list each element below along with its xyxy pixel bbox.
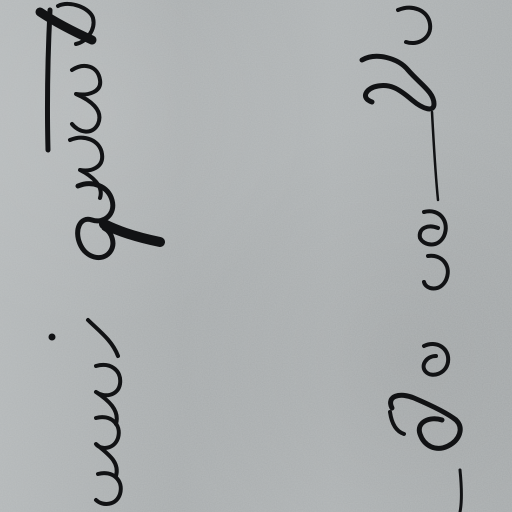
ink-stroke-letter-u: [70, 138, 102, 198]
ink-stroke-letter-d-lower: [391, 395, 461, 448]
ink-stroke-upright: [47, 10, 50, 150]
ink-stroke-connector: [432, 112, 438, 200]
ink-stroke-letter-e: [96, 417, 119, 476]
ink-dot: [49, 334, 56, 341]
ink-stroke-d-hook: [390, 412, 404, 434]
ink-stroke-top-curl: [398, 8, 430, 43]
left-handwriting-line: [40, 4, 160, 504]
ink-stroke-letter-c: [424, 256, 448, 289]
ink-stroke-letter-u-lower: [96, 365, 120, 424]
right-handwriting-line: [362, 8, 462, 512]
ink-stroke-letter-e-upper: [420, 211, 446, 244]
ink-stroke-letter-e-lower: [424, 344, 449, 375]
ink-stroke-letter-r: [88, 320, 118, 356]
ink-stroke-trailing: [460, 470, 462, 512]
ink-stroke-letter-t: [72, 66, 100, 132]
ink-stroke-letter-d-upper: [362, 56, 434, 109]
ink-stroke-letter-end: [96, 473, 121, 504]
